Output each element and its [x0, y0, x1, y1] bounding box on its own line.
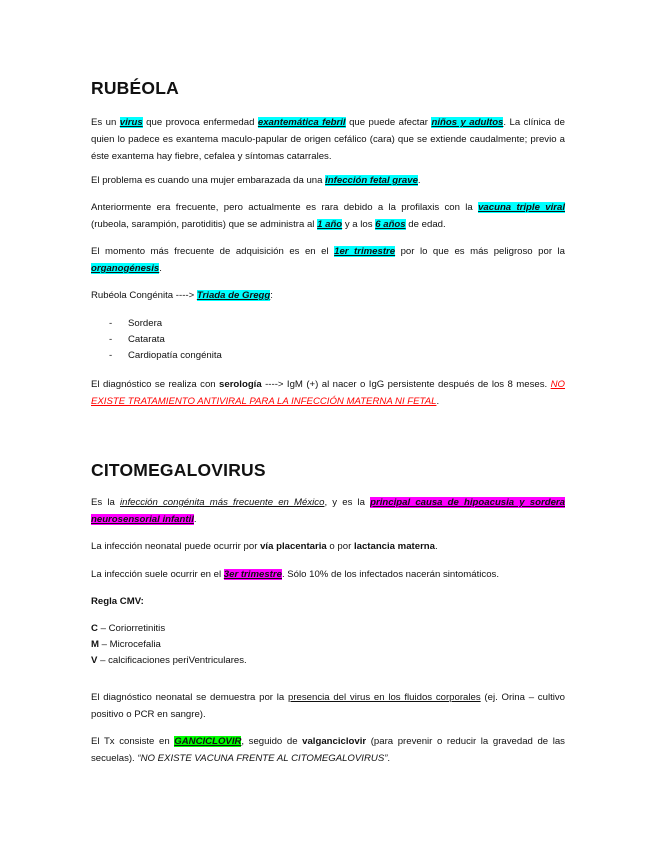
highlight-infeccion-fetal: infección fetal grave — [325, 175, 418, 186]
rubeola-paragraph-congenita: Rubéola Congénita ----> Triada de Gregg: — [91, 290, 273, 301]
highlight-ganciclovir: GANCICLOVIR — [174, 736, 242, 747]
regla-cmv-title: Regla CMV: — [91, 596, 144, 607]
highlight-vacuna: vacuna triple viral — [478, 202, 565, 213]
list-item: - Catarata — [109, 334, 165, 345]
highlight-ninos-adultos: niños y adultos — [431, 117, 504, 128]
regla-cmv-list — [91, 621, 247, 669]
highlight-organogenesis: organogénesis — [91, 263, 160, 274]
cmv-paragraph-intro: Es la infección congénita más frecuente en México, y es la principal causa de hipoacusia y sordera neurosensorial infantil. — [91, 497, 565, 525]
cmv-paragraph-trimestre: La infección suele ocurrir en el 3er trimestre. Sólo 10% de los infectados nacerán sintomáticos. — [91, 569, 499, 580]
highlight-1er-trimestre: 1er trimestre — [334, 246, 396, 257]
cmv-paragraph-diagnostico: El diagnóstico neonatal se demuestra por la presencia del virus en los fluidos corporales (ej. Orina – cultivo positivo o PCR en sangre). — [91, 692, 566, 720]
rubeola-paragraph-diagnostico: El diagnóstico se realiza con serología ----> IgM (+) al nacer o IgG persistente después de los 8 meses. NO EXISTE TRATAMIENTO ANTIVIRAL PARA LA INFECCIÓN MATERNA NI FETAL. — [91, 379, 565, 407]
rubeola-paragraph-vacuna: Anteriormente era frecuente, pero actualmente es rara debido a la profilaxis con la vacuna triple viral (rubeola, sarampión, parotiditis) que se administra al 1 año y a los 6 años de edad. — [91, 202, 565, 230]
list-item: C – Coriorretinitis — [91, 623, 166, 634]
list-item: - Sordera — [109, 318, 163, 329]
list-item: - Cardiopatía congénita — [109, 350, 222, 361]
highlight-1-ano: 1 año — [317, 219, 343, 230]
highlight-virus: virus — [119, 117, 143, 128]
highlight-hipoacusia: principal causa de hipoacusia y sordera neurosensorial infantil — [91, 497, 565, 525]
rubeola-paragraph-intro: Es un virus que provoca enfermedad exantemática febril que puede afectar niños y adultos. La clínica de quien lo padece es exantema maculo-papular de origen cefálico (cara) que se extiende caudalmente; previo a éste exantema hay fiebre, cefalea y síntomas catarrales. — [91, 117, 565, 162]
triada-list — [91, 316, 222, 364]
list-item: M – Microcefalia — [91, 639, 161, 650]
highlight-6-anos: 6 años — [375, 219, 406, 230]
highlight-exantematica: exantemática febril — [257, 117, 346, 128]
highlight-3er-trimestre: 3er trimestre — [223, 569, 282, 580]
cmv-title: CITOMEGALOVIRUS — [91, 460, 266, 480]
rubeola-paragraph-adquisicion: El momento más frecuente de adquisición es en el 1er trimestre por lo que es más peligroso por la organogénesis. — [91, 246, 565, 274]
no-tratamiento-warning: NO EXISTE TRATAMIENTO ANTIVIRAL PARA LA INFECCIÓN MATERNA NI FETAL — [91, 379, 565, 407]
highlight-triada-gregg: Triada de Gregg — [196, 290, 271, 301]
cmv-paragraph-transmision: La infección neonatal puede ocurrir por vía placentaria o por lactancia materna. — [91, 541, 438, 552]
list-item: V – calcificaciones periVentriculares. — [91, 655, 247, 666]
rubeola-paragraph-embarazo: El problema es cuando una mujer embarazada da una infección fetal grave. — [91, 175, 421, 186]
rubeola-title: RUBÉOLA — [91, 78, 179, 98]
cmv-paragraph-tratamiento: El Tx consiste en GANCICLOVIR, seguido de valganciclovir (para prevenir o reducir la gravedad de las secuelas). “NO EXISTE VACUNA FRENTE AL CITOMEGALOVIRUS”. — [91, 736, 565, 764]
